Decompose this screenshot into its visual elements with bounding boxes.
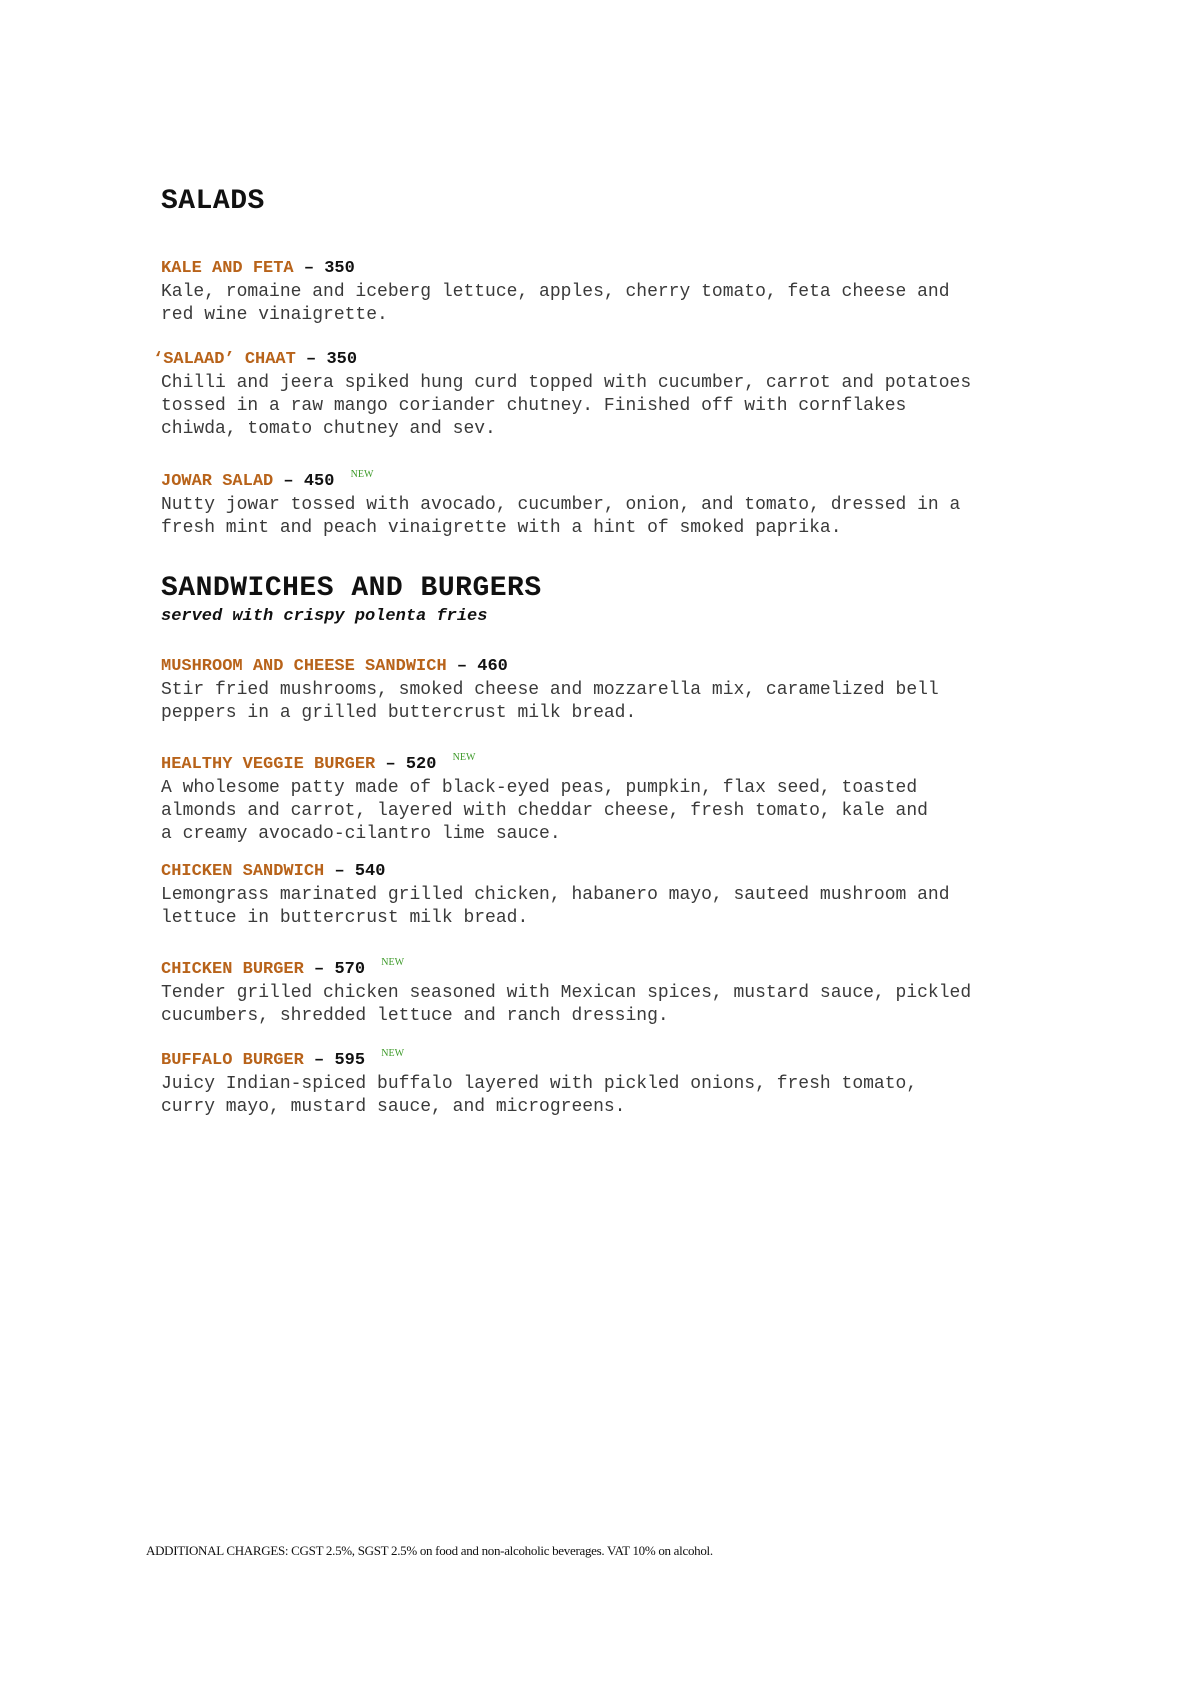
item-name: ‘SALAAD’ CHAAT: [153, 350, 296, 369]
section-title-sandwiches-and-burgers: SANDWICHES AND BURGERS: [161, 573, 542, 604]
item-name: HEALTHY VEGGIE BURGER: [161, 755, 376, 774]
item-price: 460: [477, 657, 508, 676]
item-separator: –: [334, 862, 345, 881]
item-separator: –: [385, 755, 396, 774]
item-price: 540: [354, 862, 386, 881]
item-name: JOWAR SALAD: [161, 472, 274, 491]
item-header: [161, 747, 1081, 776]
item-price: 350: [326, 350, 358, 369]
item-separator: –: [456, 657, 468, 676]
item-header: [161, 656, 1081, 678]
item-price: 520: [405, 755, 437, 774]
item-separator: –: [314, 1051, 325, 1070]
item-description: Chilli and jeera spiked hung curd topped with cucumber, carrot and potatoes tossed in a raw mango coriander chutney. Finished off with cornflakes chiwda, tomato chutney and sev.: [161, 373, 972, 439]
menu-item-kale-and-feta: [161, 258, 1081, 327]
item-name: KALE AND FETA: [161, 259, 294, 278]
item-name: BUFFALO BURGER: [161, 1051, 304, 1070]
additional-charges-note: ADDITIONAL CHARGES: CGST 2.5%, SGST 2.5% on food and non-alcoholic beverages. VAT 10% on alcohol.: [146, 1543, 713, 1558]
new-badge: NEW: [381, 1048, 405, 1059]
item-header: [161, 1043, 1081, 1072]
item-header: [153, 349, 1073, 371]
item-description: Lemongrass marinated grilled chicken, habanero mayo, sauteed mushroom and lettuce in buttercrust milk bread.: [161, 885, 950, 928]
item-header: [161, 952, 1081, 981]
menu-item-salaad-chaat: [153, 349, 1073, 441]
section-subtitle: served with crispy polenta fries: [161, 607, 488, 626]
menu-item-chicken-sandwich: [161, 861, 1081, 930]
menu-item-chicken-burger: [161, 952, 1081, 1028]
new-badge: NEW: [350, 469, 374, 480]
item-price: 595: [334, 1051, 366, 1070]
item-header: [161, 861, 1081, 883]
menu-item-jowar-salad: [161, 464, 1081, 540]
item-header: [161, 464, 1081, 493]
item-description: Stir fried mushrooms, smoked cheese and mozzarella mix, caramelized bell peppers in a grilled buttercrust milk bread.: [161, 680, 939, 723]
item-price: 570: [334, 960, 366, 979]
item-separator: –: [283, 472, 294, 491]
item-name: MUSHROOM AND CHEESE SANDWICH: [161, 657, 447, 676]
item-description: Nutty jowar tossed with avocado, cucumber, onion, and tomato, dressed in a fresh mint and peach vinaigrette with a hint of smoked paprika.: [161, 495, 961, 538]
item-description: Kale, romaine and iceberg lettuce, apples, cherry tomato, feta cheese and red wine vinaigrette.: [161, 282, 950, 325]
new-badge: NEW: [452, 752, 476, 763]
menu-item-healthy-veggie-burger: [161, 747, 1081, 846]
item-separator: –: [303, 259, 315, 278]
menu-item-mushroom-and-cheese-sandwich: [161, 656, 1081, 725]
new-badge: NEW: [381, 957, 405, 968]
item-description: Tender grilled chicken seasoned with Mexican spices, mustard sauce, pickled cucumbers, shredded lettuce and ranch dressing.: [161, 983, 972, 1026]
item-price: 350: [324, 259, 355, 278]
section-title-salads: SALADS: [161, 186, 265, 217]
item-name: CHICKEN SANDWICH: [161, 862, 325, 881]
item-description: Juicy Indian-spiced buffalo layered with pickled onions, fresh tomato, curry mayo, mustard sauce, and microgreens.: [161, 1074, 918, 1117]
item-header: [161, 258, 1081, 280]
item-separator: –: [306, 350, 317, 369]
item-separator: –: [314, 960, 325, 979]
item-description: A wholesome patty made of black-eyed peas, pumpkin, flax seed, toasted almonds and carrot, layered with cheddar cheese, fresh tomato, kale and a creamy avocado-cilantro lime sauce.: [161, 778, 928, 844]
item-name: CHICKEN BURGER: [161, 960, 304, 979]
menu-item-buffalo-burger: [161, 1043, 1081, 1119]
item-price: 450: [303, 472, 335, 491]
